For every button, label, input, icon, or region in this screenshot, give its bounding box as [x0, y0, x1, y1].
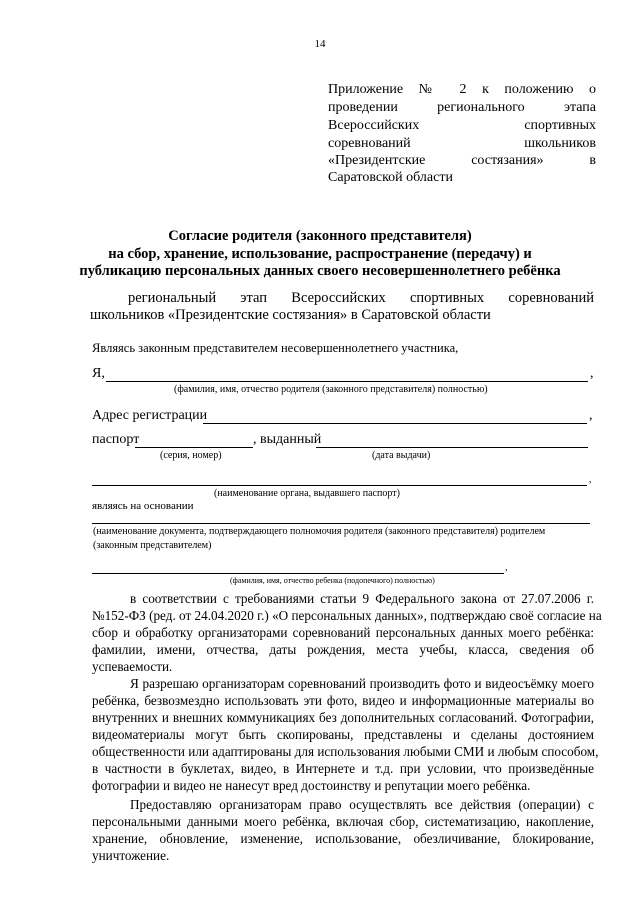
- fio-caption: (фамилия, имя, отчество родителя (законного представителя) полностью): [174, 384, 488, 395]
- date-caption: (дата выдачи): [372, 450, 431, 461]
- paragraph-line: сбор и обработку организаторами соревнований персональных данных моего ребёнка:: [92, 625, 594, 640]
- child-fio-field[interactable]: [92, 573, 504, 574]
- paragraph-line: общественности или адаптированы для использования любыми СМИ и любым способом,: [92, 744, 599, 759]
- paragraph-line: Я разрешаю организаторам соревнований производить фото и видеосъёмку моего: [130, 676, 594, 691]
- paragraph-line: в соответствии с требованиями статьи 9 Федерального закона от 27.07.2006 г.: [130, 591, 594, 606]
- title-line: публикацию персональных данных своего несовершеннолетнего ребёнка: [79, 263, 561, 279]
- doc-caption: (законным представителем): [93, 540, 212, 551]
- paragraph-line: фотографии и видео не нанесут вред достоинству и репутации моего ребёнка.: [92, 778, 531, 793]
- event-line: региональный этап Всероссийских спортивных соревнований: [128, 290, 594, 306]
- appendix-line: Всероссийских спортивных: [328, 118, 596, 133]
- intro-text: Являясь законным представителем несовершеннолетнего участника,: [92, 341, 459, 355]
- parent-fio-field[interactable]: [106, 381, 588, 382]
- paragraph-line: уничтожение.: [92, 848, 170, 863]
- paragraph-line: хранение, обновление, изменение, использование, обезличивание, блокирование,: [92, 831, 594, 846]
- issuing-org-field[interactable]: [92, 485, 587, 486]
- title-line: Согласие родителя (законного представителя): [168, 228, 472, 244]
- issued-label: , выданный: [253, 432, 322, 447]
- appendix-line: Приложение № 2 к положению о: [328, 82, 596, 97]
- paragraph-line: внутренних и внешних коммуникациях без дополнительных согласований. Фотографии,: [92, 710, 594, 725]
- paragraph-line: ребёнка, безвозмездно использовать эти фото, видео и информационные материалы во: [92, 693, 594, 708]
- comma: ,: [505, 562, 508, 573]
- i-label: Я,: [92, 366, 105, 381]
- org-caption: (наименование органа, выдавшего паспорт): [214, 488, 400, 499]
- basis-label: являясь на основании: [92, 500, 194, 512]
- appendix-line: «Президентские состязания» в: [328, 153, 596, 168]
- comma: ,: [590, 366, 594, 381]
- paragraph-line: успеваемости.: [92, 659, 173, 674]
- page-number: 14: [314, 38, 326, 50]
- paragraph-line: №152-ФЗ (ред. от 24.04.2020 г.) «О персональных данных», подтверждаю своё согласие на: [92, 608, 602, 623]
- paragraph-line: Предоставляю организаторам право осуществлять все действия (операции) с: [130, 797, 594, 812]
- doc-caption: (наименование документа, подтверждающего полномочия родителя (законного представителя) родителем: [93, 526, 546, 537]
- paragraph-line: в частности в буклетах, видео, в Интернете и т.д. при условии, что произведённые: [92, 761, 594, 776]
- paragraph-line: видеоматериалы могут быть скопированы, представлены и сделаны достоянием: [92, 727, 594, 742]
- child-caption: (фамилия, имя, отчество ребенка (подопечного) полностью): [230, 576, 435, 585]
- passport-series-field[interactable]: [135, 447, 253, 448]
- event-line: школьников «Президентские состязания» в Саратовской области: [90, 307, 491, 323]
- title-line: на сбор, хранение, использование, распространение (передачу) и: [108, 246, 532, 262]
- appendix-line: Саратовской области: [328, 170, 453, 185]
- address-label: Адрес регистрации: [92, 408, 208, 423]
- appendix-line: соревнований школьников: [328, 136, 596, 151]
- paragraph-line: персональными данными моего ребёнка, включая сбор, систематизацию, накопление,: [92, 814, 594, 829]
- appendix-line: проведении регионального этапа: [328, 100, 596, 115]
- paragraph-line: фамилии, имени, отчества, даты рождения, места учебы, класса, сведения об: [92, 642, 594, 657]
- basis-document-field[interactable]: [92, 523, 590, 524]
- passport-label: паспорт: [92, 432, 140, 447]
- series-caption: (серия, номер): [160, 450, 222, 461]
- passport-date-field[interactable]: [316, 447, 588, 448]
- comma: ,: [589, 408, 593, 423]
- comma: ,: [589, 474, 592, 485]
- address-field[interactable]: [203, 423, 587, 424]
